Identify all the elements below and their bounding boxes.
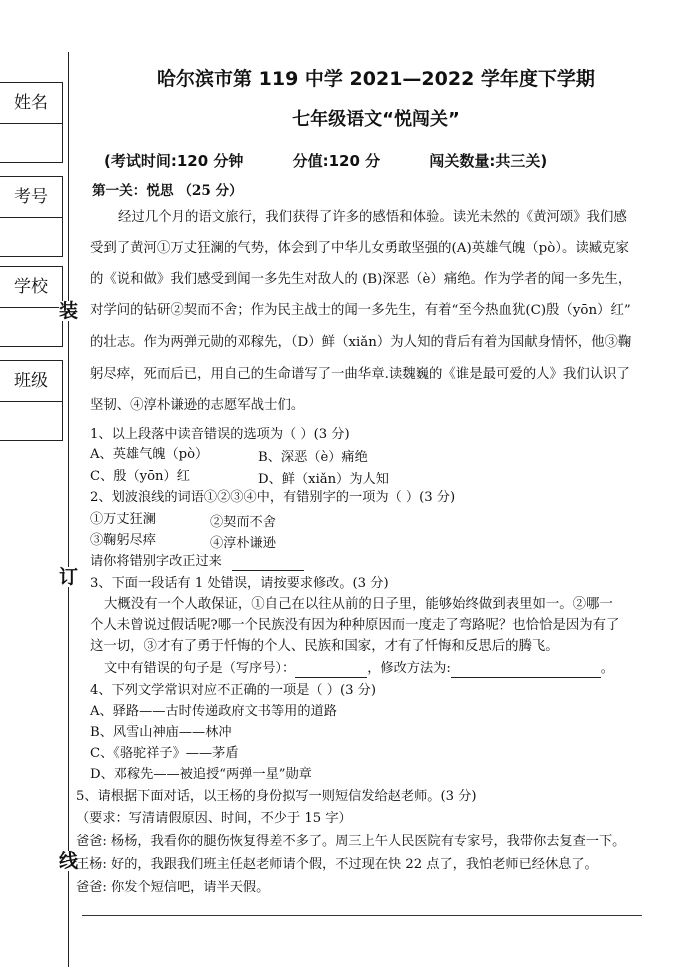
q2-option-2: ②契而不舍: [210, 515, 276, 530]
q5-dialog-line: 爸爸: 你发个短信吧，请半天假。: [76, 880, 270, 895]
name-blank[interactable]: [0, 124, 62, 162]
passage-line: 受到了黄河①万丈狂澜的气势，体会到了中华儿女勇敢坚强的(A)英雄气魄（pò）。读臧克家: [90, 241, 629, 256]
q2-option-3: ③鞠躬尽瘁: [90, 533, 156, 548]
binding-line: [68, 52, 69, 967]
exam-info: [104, 150, 547, 171]
q3-answer-row: 文中有错误的句子是（写序号）： ，修改方法为: 。: [104, 661, 614, 676]
passage-line: 的《说和做》我们感受到闻一多先生对敌人的 (B)深恶（è）痛绝。作为学者的闻一多先生，: [90, 272, 632, 287]
exam-number-field-box: [0, 176, 63, 257]
q1-stem: 1、以上段落中读音错误的选项为（ ）(3 分): [90, 427, 350, 442]
q2-fix-label: 请你将错别字改正过来: [90, 554, 222, 569]
q3-answer-label: 文中有错误的句子是（写序号）：: [104, 661, 296, 676]
passage-line: 的壮志。作为两弹元勋的邓稼先，（D）鲜（xiǎn）为人知的背后有着为国献身情怀，他③鞠: [90, 335, 632, 350]
name-label: 姓名: [0, 83, 62, 124]
name-field-box: [0, 82, 63, 163]
q1-option-b: B、深恶（è）痛绝: [258, 450, 368, 465]
school-label: 学校: [0, 267, 62, 308]
binding-char-zhuang: 装: [59, 300, 79, 322]
q4-option-d: D、邓稼先——被追授“两弹一星”勋章: [90, 767, 312, 782]
q3-text-line: 个人未曾说过假话呢?哪一个民族没有因为种种原因而一度走了弯路呢？也恰恰是因为有了: [90, 618, 620, 633]
passage-line: 躬尽瘁，死而后已，用自己的生命谱写了一曲华章.读魏巍的《谁是最可爱的人》我们认识了: [90, 367, 630, 382]
exam-time: (考试时间:120 分钟: [104, 152, 244, 170]
q3-stem: 3、下面一段话有 1 处错误，请按要求修改。(3 分): [90, 576, 389, 591]
exam-number-blank[interactable]: [0, 218, 62, 256]
q3-text-line: 这一切，③才有了勇于忏悔的个人、民族和国家，才有了忏悔和反思后的腾飞。: [90, 639, 559, 654]
q2-answer-blank[interactable]: [232, 556, 304, 571]
class-field-box: [0, 360, 63, 441]
q2-fix-prompt: [90, 553, 304, 571]
q3-text-line: 大概没有一个人敢保证，①自己在以往从前的日子里，能够始终做到表里如一。②哪一: [104, 597, 613, 612]
exam-title: 哈尔滨市第 119 中学 2021—2022 学年度下学期: [157, 68, 595, 90]
q4-option-a: A、驿路——古时传递政府文书等用的道路: [90, 704, 337, 719]
q1-option-a: A、英雄气魄（pò）: [90, 447, 209, 462]
q5-stem: 5、请根据下面对话，以王杨的身份拟写一则短信发给赵老师。(3 分): [76, 789, 477, 804]
exam-number-label: 考号: [0, 177, 62, 218]
exam-score: 分值:120 分: [292, 152, 381, 170]
q2-option-1: ①万丈狂澜: [90, 512, 156, 527]
exam-levels: 闯关数量:共三关): [429, 152, 548, 170]
q4-stem: 4、下列文学常识对应不正确的一项是（ ）(3 分): [90, 683, 377, 698]
binding-char-xian: 线: [59, 850, 79, 872]
q5-dialog-line: 王杨: 好的，我跟我们班主任赵老师请个假，不过现在快 22 点了，我怕老师已经休息了。: [76, 857, 598, 872]
school-field-box: [0, 266, 63, 347]
exam-subtitle: 七年级语文“悦闯关”: [292, 109, 460, 130]
q4-option-b: B、风雪山神庙——林冲: [90, 725, 232, 740]
class-blank[interactable]: [0, 402, 62, 440]
q5-dialog-line: 爸爸: 杨杨，我看你的腿伤恢复得差不多了。周三上午人民医院有专家号，我带你去复查一下。: [76, 834, 626, 849]
section1-title: 第一关：悦思 （25 分）: [92, 183, 243, 199]
passage-line: 对学问的钻研②契而不舍；作为民主战士的闻一多先生，有着“至今热血犹(C)殷（yōn）红”: [90, 303, 631, 318]
passage-line: 坚韧、④淳朴谦逊的志愿军战士们。: [90, 398, 305, 413]
q2-option-4: ④淳朴谦逊: [210, 536, 276, 551]
school-blank[interactable]: [0, 308, 62, 346]
q3-method-label: ，修改方法为:: [367, 661, 451, 676]
q4-option-c: C、《骆驼祥子》——茅盾: [90, 746, 239, 761]
passage-line: 经过几个月的语文旅行，我们获得了许多的感悟和体验。读光未然的《黄河颂》我们感: [118, 210, 627, 225]
q3-method-blank[interactable]: [451, 663, 601, 678]
answer-line[interactable]: [82, 915, 642, 916]
q5-requirement: （要求：写清请假原因、时间，不少于 15 字）: [76, 811, 352, 826]
q1-option-d: D、鲜（xiǎn）为人知: [258, 472, 389, 487]
class-label: 班级: [0, 361, 62, 402]
q3-sentence-blank[interactable]: [295, 663, 367, 678]
q1-option-c: C、殷（yōn）红: [90, 469, 190, 484]
binding-char-ding: 订: [59, 566, 79, 588]
q2-stem: 2、划波浪线的词语①②③④中，有错别字的一项为（ ）(3 分): [90, 490, 456, 505]
